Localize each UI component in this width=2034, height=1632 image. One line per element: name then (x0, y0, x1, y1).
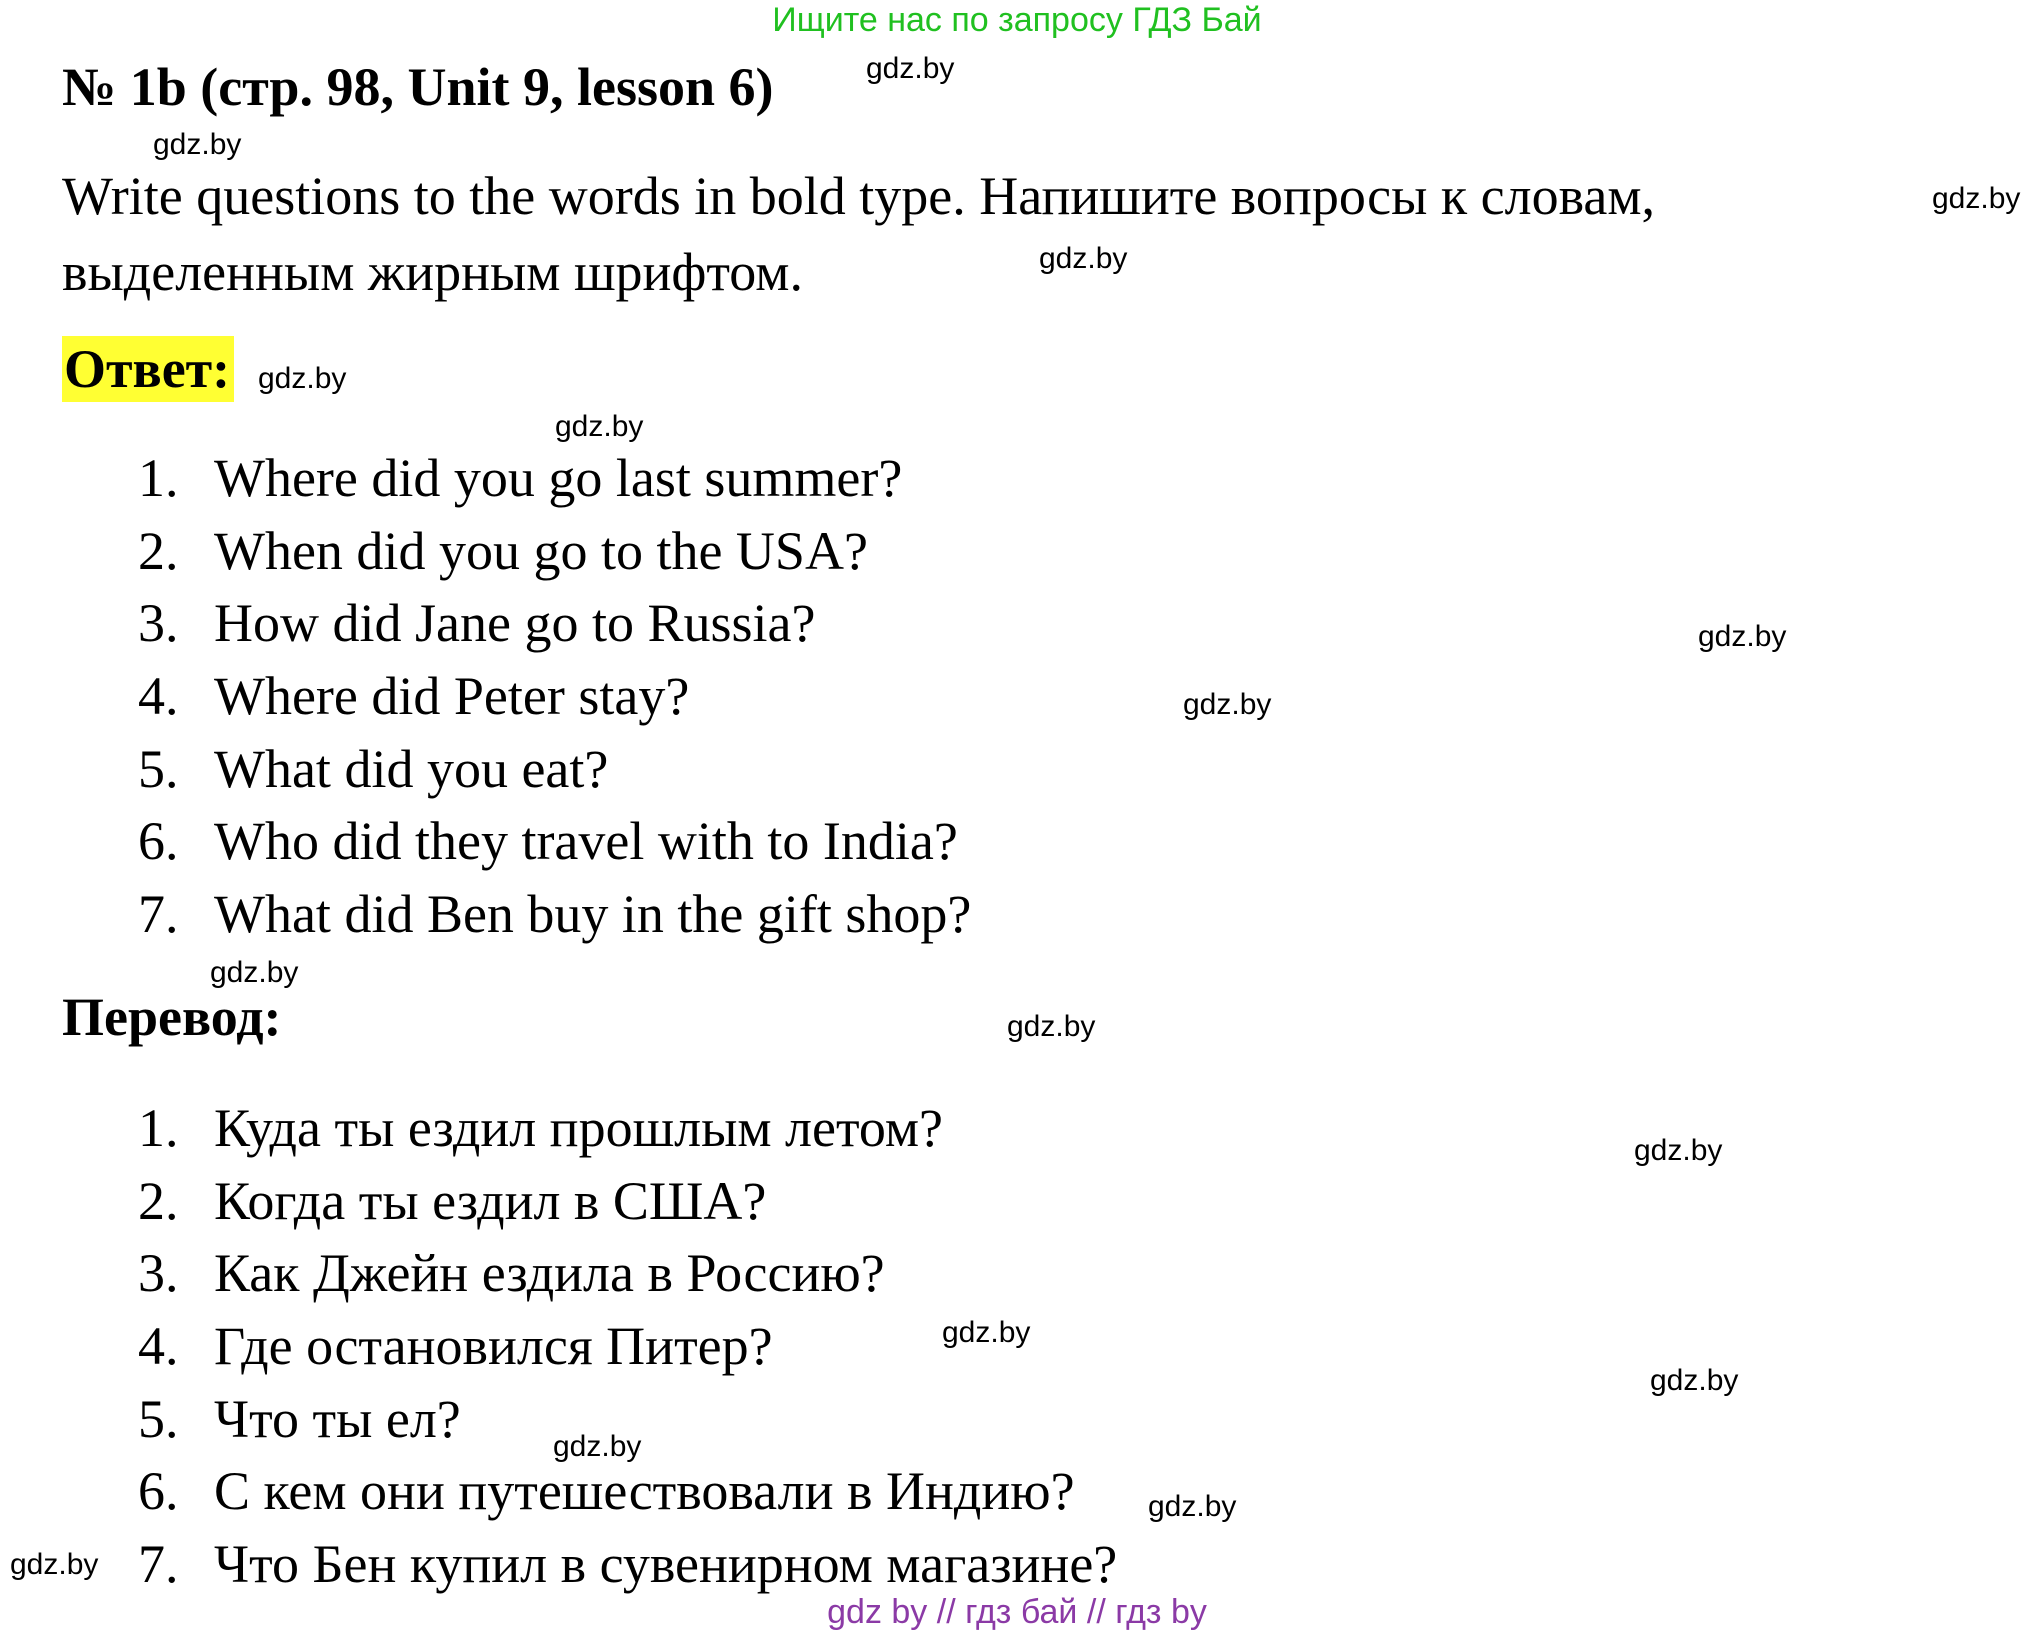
item-number: 4. (138, 1316, 179, 1377)
watermark: gdz.by (553, 1430, 642, 1463)
item-text: Как Джейн ездила в Россию? (214, 1243, 885, 1304)
watermark: gdz.by (258, 362, 347, 395)
answer-list (138, 442, 971, 951)
item-number: 4. (138, 666, 179, 727)
item-number: 5. (138, 738, 179, 799)
item-text: When did you go to the USA? (214, 520, 868, 581)
item-number: 3. (138, 593, 179, 654)
item-number: 7. (138, 884, 179, 945)
item-text: What did Ben buy in the gift shop? (214, 884, 972, 945)
list-item (138, 805, 971, 878)
watermark: gdz.by (153, 128, 242, 161)
list-item (138, 1092, 1117, 1165)
watermark: gdz.by (10, 1548, 99, 1581)
watermark: gdz.by (1634, 1134, 1723, 1167)
list-item (138, 1165, 1117, 1238)
watermark: gdz.by (555, 410, 644, 443)
watermark: gdz.by (866, 52, 955, 85)
item-text: Where did Peter stay? (214, 666, 690, 727)
translation-label: Перевод: (62, 987, 282, 1047)
answer-label: Ответ: (62, 336, 234, 402)
top-banner: Ищите нас по запросу ГДЗ Бай (772, 1, 1262, 39)
watermark: gdz.by (942, 1316, 1031, 1349)
item-number: 1. (138, 1098, 179, 1158)
watermark: gdz.by (1932, 182, 2021, 215)
list-item (138, 587, 971, 660)
watermark: gdz.by (1650, 1364, 1739, 1397)
list-item (138, 515, 971, 588)
item-number: 6. (138, 1461, 179, 1522)
task-instruction: Write questions to the words in bold type. Напишите вопросы к словам, выделенным жирным шрифтом. (62, 166, 1655, 302)
list-item (138, 1528, 1117, 1601)
item-text: How did Jane go to Russia? (214, 593, 816, 654)
list-item (138, 1455, 1117, 1528)
watermark: gdz.by (1007, 1010, 1096, 1043)
list-item (138, 733, 971, 806)
item-number: 7. (138, 1534, 179, 1595)
item-text: Что ты ел? (214, 1388, 461, 1449)
item-number: 1. (138, 448, 179, 508)
list-item (138, 442, 971, 515)
footer-watermark: gdz by // гдз бай // гдз by (827, 1593, 1207, 1631)
watermark: gdz.by (1039, 242, 1128, 275)
list-item (138, 1237, 1117, 1310)
watermark: gdz.by (1698, 620, 1787, 653)
watermark: gdz.by (1148, 1490, 1237, 1523)
watermark: gdz.by (1183, 688, 1272, 721)
item-text: Что Бен купил в сувенирном магазине? (214, 1534, 1118, 1595)
item-text: Who did they travel with to India? (214, 811, 958, 872)
list-item (138, 660, 971, 733)
item-number: 2. (138, 520, 179, 581)
item-text: What did you eat? (214, 738, 609, 799)
item-number: 6. (138, 811, 179, 872)
item-text: Where did you go last summer? (214, 448, 903, 508)
item-text: Когда ты ездил в США? (214, 1170, 767, 1231)
item-number: 3. (138, 1243, 179, 1304)
item-text: Где остановился Питер? (214, 1316, 773, 1377)
list-item (138, 878, 971, 951)
item-text: С кем они путешествовали в Индию? (214, 1461, 1075, 1522)
item-number: 5. (138, 1388, 179, 1449)
exercise-title: № 1b (стр. 98, Unit 9, lesson 6) (62, 57, 774, 117)
watermark: gdz.by (210, 956, 299, 989)
item-number: 2. (138, 1170, 179, 1231)
item-text: Куда ты ездил прошлым летом? (214, 1098, 943, 1158)
